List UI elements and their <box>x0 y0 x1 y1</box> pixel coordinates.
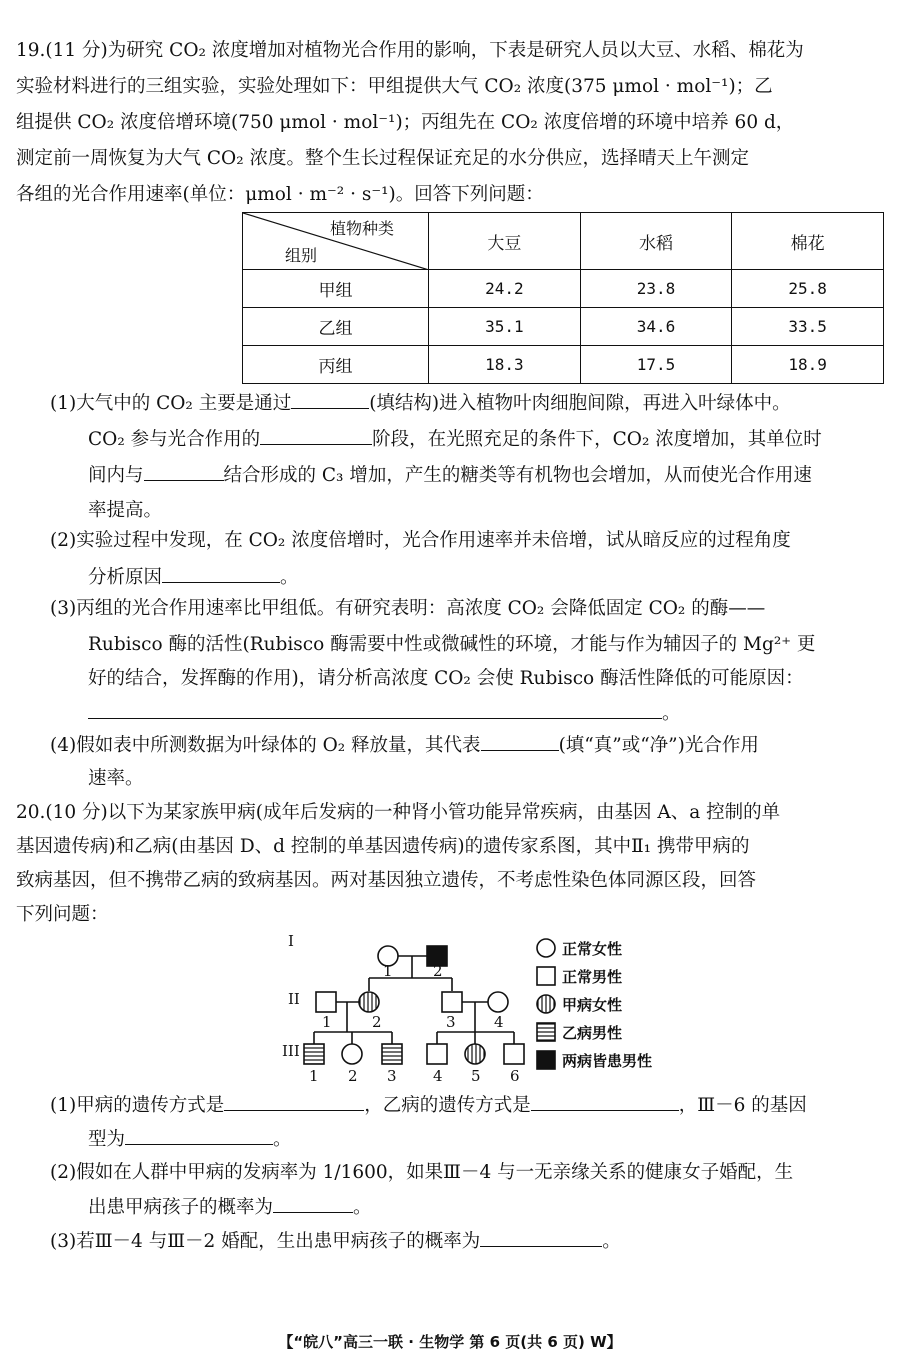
col-header: 水稻 <box>580 213 732 270</box>
answer-blank[interactable] <box>480 1226 602 1247</box>
gen2-number: 2 <box>372 1013 382 1031</box>
normal-female-icon <box>536 938 558 960</box>
gen2-male-1 <box>316 992 336 1012</box>
answer-blank[interactable] <box>125 1124 273 1145</box>
gen1-number: 2 <box>433 962 443 980</box>
table-cell: 18.3 <box>429 346 581 384</box>
disease-b-male-icon <box>536 1022 558 1044</box>
gen2-male-3 <box>442 992 462 1012</box>
answer-blank[interactable] <box>224 1090 364 1111</box>
q19-part3-line4: 。 <box>88 698 681 729</box>
row-header: 甲组 <box>243 270 429 308</box>
gen-label-1: I <box>288 932 294 950</box>
q20-line-2: 基因遗传病)和乙病(由基因 D、d 控制的单基因遗传病)的遗传家系图，其中Ⅱ₁ 携带甲病的 <box>16 836 750 857</box>
row-header: 乙组 <box>243 308 429 346</box>
q19-part1-line2: CO₂ 参与光合作用的 阶段，在光照充足的条件下，CO₂ 浓度增加，其单位时 <box>88 424 822 455</box>
table-cell: 23.8 <box>580 270 732 308</box>
q20-part1-line1: (1)甲病的遗传方式是 ，乙病的遗传方式是 ，Ⅲ－6 的基因 <box>50 1090 807 1121</box>
photosynthesis-table <box>242 212 884 384</box>
normal-male-icon <box>536 966 558 988</box>
gen-label-2: II <box>288 990 300 1008</box>
row-header: 丙组 <box>243 346 429 384</box>
q19-line-3: 组提供 CO₂ 浓度倍增环境(750 μmol · mol⁻¹)；丙组先在 CO₂ 浓度倍增的环境中培养 60 d， <box>16 112 795 133</box>
table-cell: 17.5 <box>580 346 732 384</box>
answer-blank[interactable] <box>531 1090 679 1111</box>
table-row <box>243 308 884 346</box>
table-cell: 25.8 <box>732 270 884 308</box>
q19-line-1: 19.(11 分)为研究 CO₂ 浓度增加对植物光合作用的影响，下表是研究人员以大豆、水稻、棉花为 <box>16 40 804 61</box>
gen3-female-2 <box>342 1044 362 1064</box>
gen2-number: 1 <box>322 1013 332 1031</box>
q19-line-5: 各组的光合作用速率(单位：μmol · m⁻² · s⁻¹)。回答下列问题： <box>16 184 544 205</box>
gen-label-3: III <box>282 1042 300 1060</box>
corner-row-header: 组别 <box>285 246 318 265</box>
q20-line-1: 20.(10 分)以下为某家族甲病(成年后发病的一种肾小管功能异常疾病，由基因 A、a 控制的单 <box>16 802 781 823</box>
q20-line-4: 下列问题： <box>16 904 109 925</box>
table-cell: 35.1 <box>429 308 581 346</box>
q19-part4-line2: 速率。 <box>88 768 144 789</box>
q19-part3-line2: Rubisco 酶的活性(Rubisco 酶需要中性或微碱性的环境，才能与作为辅因子的 Mg²⁺ 更 <box>88 634 816 655</box>
gen3-number: 5 <box>471 1067 481 1085</box>
gen3-female-5 <box>465 1044 485 1064</box>
gen3-number: 1 <box>309 1067 319 1085</box>
gen2-female-2 <box>359 992 379 1012</box>
q20-part2-line2: 出患甲病孩子的概率为 。 <box>88 1192 372 1223</box>
answer-blank[interactable] <box>481 730 559 751</box>
table-cell: 18.9 <box>732 346 884 384</box>
gen3-male-1 <box>304 1044 324 1064</box>
table-cell: 24.2 <box>429 270 581 308</box>
q20-part2-line1: (2)假如在人群中甲病的发病率为 1/1600，如果Ⅲ－4 与一无亲缘关系的健康女子婚配，生 <box>50 1162 794 1183</box>
gen2-female-4 <box>488 992 508 1012</box>
exam-page: 19.(11 分)为研究 CO₂ 浓度增加对植物光合作用的影响，下表是研究人员以大豆、水稻、棉花为 实验材料进行的三组实验，实验处理如下：甲组提供大气 CO₂ 浓度(375 μmol · mol⁻¹)；乙 组提供 CO₂ 浓度倍增环境(750 μmol · mol⁻¹)；丙组先在 CO₂ 浓度倍增的环境中培养 60 d， 测定前一周恢复为大气 CO₂ 浓度。整个生长过程保证充足的水分供应，选择晴天上午测定 各组的光合作用速率(单位：μmol · m⁻² · s⁻¹)。回答下列问题： 植物种类 组别 大豆 水稻 棉花 甲组 24.2 23.8 25.8 乙组 35.1 34.6 33.5 丙组 18.3 17.5 18.9 (1)大气中的 CO₂ 主要是通过 (填结构)进入植物叶肉细胞间隙，再进入叶绿体中。 CO₂ 参与光合作用的 阶段，在光照充足的条件下，CO₂ 浓度增加，其单位时 间内与 结合形成的 C₃ 增加，产生的糖类等有机物也会增加，从而使光合作用速 率提高。 (2)实验过程中发现，在 CO₂ 浓度倍增时，光合作用速率并未倍增，试从暗反应的过程角度 分析原因 。 (3)丙组的光合作用速率比甲组低。有研究表明：高浓度 CO₂ 会降低固定 CO₂ 的酶—— Rubisco 酶的活性(Rubisco 酶需要中性或微碱性的环境，才能与作为辅因子的 Mg²⁺ 更 好的结合，发挥酶的作用)，请分析高浓度 CO₂ 会使 Rubisco 酶活性降低的可能原因： 。 (4)假如表中所测数据为叶绿体的 O₂ 释放量，其代表 (填“真”或“净”)光合作用 速率。 20.(10 分)以下为某家族甲病(成年后发病的一种肾小管功能异常疾病，由基因 A、a 控制的单 基因遗传病)和乙病(由基因 D、d 控制的单基因遗传病)的遗传家系图，其中Ⅱ₁ 携带甲病的 致病基因，但不携带乙病的致病基因。两对基因独立遗传，不考虑性染色体同源区段，回答 下列问题： I II III 1 2 1 2 3 4 1 2 3 4 5 6 正常女性 正常男性 甲病女性 乙病男性 两病皆患男性 (1)甲病的遗传方式是 ，乙病的遗传方式是 ，Ⅲ－6 的基因 型为 。 (2)假如在人群中甲病的发病率为 1/1600，如果Ⅲ－4 与一无亲缘关系的健康女子婚配，生 出患甲病孩子的概率为 。 (3)若Ⅲ－4 与Ⅲ－2 婚配，生出患甲病孩子的概率为 。 【“皖八”高三一联 · 生物学 第 6 页(共 6 页) W】 <box>0 0 900 1371</box>
gen3-number: 3 <box>387 1067 397 1085</box>
gen3-male-6 <box>504 1044 524 1064</box>
q19-line-4: 测定前一周恢复为大气 CO₂ 浓度。整个生长过程保证充足的水分供应，选择晴天上午测定 <box>16 148 750 169</box>
gen1-number: 1 <box>383 962 393 980</box>
answer-blank[interactable] <box>260 424 372 445</box>
table-cell: 33.5 <box>732 308 884 346</box>
table-corner-cell <box>243 213 429 270</box>
corner-col-header: 植物种类 <box>329 219 394 238</box>
q20-line-3: 致病基因，但不携带乙病的致病基因。两对基因独立遗传，不考虑性染色体同源区段，回答 <box>16 870 757 891</box>
q19-part3-line3: 好的结合，发挥酶的作用)，请分析高浓度 CO₂ 会使 Rubisco 酶活性降低的可能原因： <box>88 668 804 689</box>
q19-part3-line1: (3)丙组的光合作用速率比甲组低。有研究表明：高浓度 CO₂ 会降低固定 CO₂ 的酶—— <box>50 598 766 619</box>
q19-part2-line2: 分析原因 。 <box>88 562 299 593</box>
page-footer: 【“皖八”高三一联 · 生物学 第 6 页(共 6 页) W】 <box>278 1333 622 1351</box>
disease-a-female-icon <box>536 994 558 1016</box>
q19-part2-line1: (2)实验过程中发现，在 CO₂ 浓度倍增时，光合作用速率并未倍增，试从暗反应的过程角度 <box>50 530 791 551</box>
table-row <box>243 346 884 384</box>
both-diseases-male-icon <box>536 1050 558 1072</box>
q19-line-2: 实验材料进行的三组实验，实验处理如下：甲组提供大气 CO₂ 浓度(375 μmol · mol⁻¹)；乙 <box>16 76 773 97</box>
answer-blank[interactable] <box>273 1192 353 1213</box>
answer-blank[interactable] <box>291 388 369 409</box>
col-header: 棉花 <box>732 213 884 270</box>
gen3-male-3 <box>382 1044 402 1064</box>
gen3-male-4 <box>427 1044 447 1064</box>
q19-part4-line1: (4)假如表中所测数据为叶绿体的 O₂ 释放量，其代表 (填“真”或“净”)光合作用 <box>50 730 759 761</box>
table-cell: 34.6 <box>580 308 732 346</box>
answer-blank[interactable] <box>162 562 280 583</box>
answer-blank[interactable] <box>88 698 662 719</box>
table-row <box>243 270 884 308</box>
gen2-number: 3 <box>446 1013 456 1031</box>
q20-part1-line2: 型为 。 <box>88 1124 292 1155</box>
gen3-number: 4 <box>433 1067 443 1085</box>
q19-part1-line1: (1)大气中的 CO₂ 主要是通过 (填结构)进入植物叶肉细胞间隙，再进入叶绿体中。 <box>50 388 791 419</box>
gen3-number: 6 <box>510 1067 520 1085</box>
gen3-number: 2 <box>348 1067 358 1085</box>
col-header: 大豆 <box>429 213 581 270</box>
q19-part1-line4: 率提高。 <box>88 500 163 521</box>
gen2-number: 4 <box>494 1013 504 1031</box>
q19-part1-line3: 间内与 结合形成的 C₃ 增加，产生的糖类等有机物也会增加，从而使光合作用速 <box>88 460 812 491</box>
answer-blank[interactable] <box>144 460 224 481</box>
q20-part3-line1: (3)若Ⅲ－4 与Ⅲ－2 婚配，生出患甲病孩子的概率为 。 <box>50 1226 621 1257</box>
